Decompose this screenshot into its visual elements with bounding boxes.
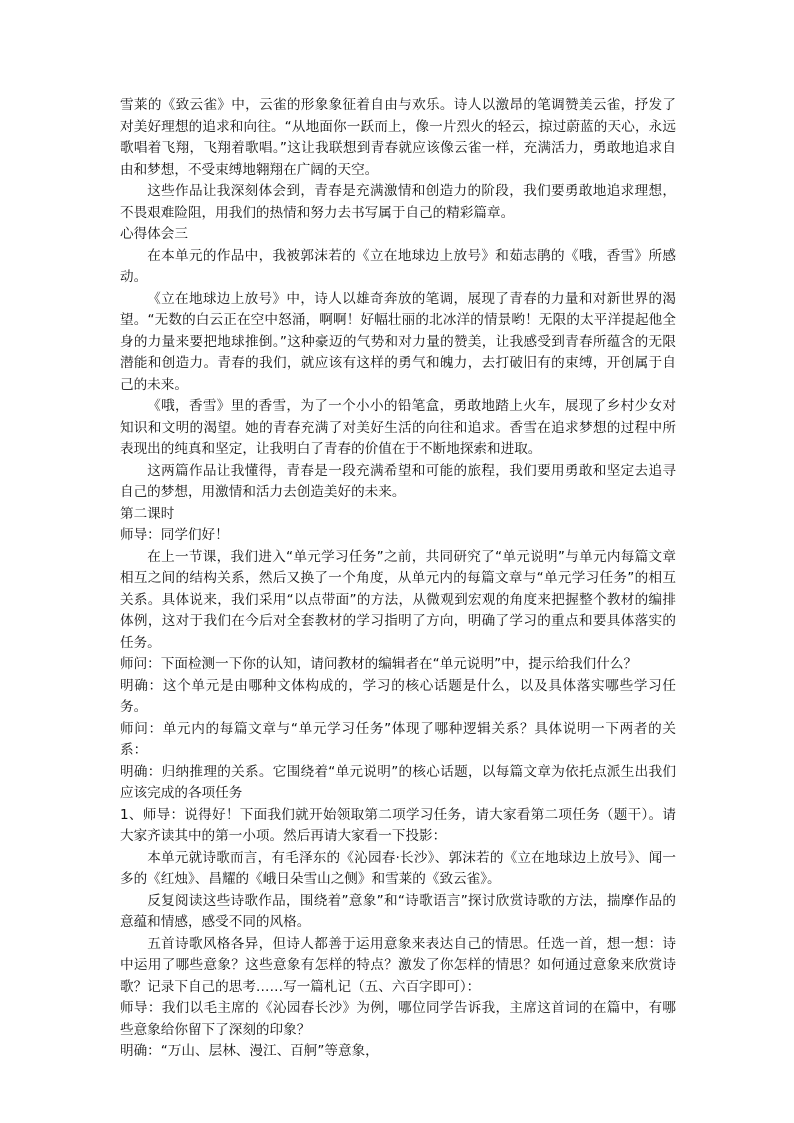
paragraph-youth-summary: 这些作品让我深刻体会到，青春是充满激情和创造力的阶段，我们要勇敢地追求理想，不畏艰难险阻，用我们的热情和努力去书写属于自己的精彩篇章。 bbox=[120, 183, 676, 221]
paragraph-imagery-task: 五首诗歌风格各异，但诗人都善于运用意象来表达自己的情思。任选一首，想一想：诗中运用了哪些意象？这些意象有怎样的特点？激发了你怎样的情思？如何通过意象来欣赏诗歌？记录下自己的思考……写一篇札记（五、六百字即可）： bbox=[120, 935, 676, 995]
dialogue-question-2: 师问：单元内的每篇文章与“单元学习任务”体现了哪种逻辑关系？具体说明一下两者的关系： bbox=[120, 720, 676, 758]
section-heading-second-lesson: 第二课时 bbox=[120, 505, 175, 522]
dialogue-question-1: 师问：下面检测一下你的认知，请问教材的编辑者在“单元说明”中，提示给我们什么？ bbox=[120, 656, 638, 672]
paragraph-lesson-review: 在上一节课，我们进入“单元学习任务”之前，共同研究了“单元说明”与单元内每篇文章相互之间的结构关系，然后又换了一个角度，从单元内的每篇文章与“单元学习任务”的相互关系。具体说来，我们采用“以点带面”的方法，从微观到宏观的角度来把握整个教材的编排体例，这对于我们在今后对全套教材的学习指明了方向，明确了学习的重点和要具体落实的任务。 bbox=[120, 548, 676, 651]
dialogue-answer-1: 明确：这个单元是由哪种文体构成的，学习的核心话题是什么，以及具体落实哪些学习任务。 bbox=[120, 677, 676, 715]
paragraph-reflection-summary: 这两篇作品让我懂得，青春是一段充满希望和可能的旅程，我们要用勇敢和坚定去追寻自己的梦想，用激情和活力去创造美好的未来。 bbox=[120, 462, 676, 500]
document-page bbox=[120, 95, 676, 1063]
paragraph-xiangxue: 《哦，香雪》里的香雪，为了一个小小的铅笔盒，勇敢地踏上火车，展现了乡村少女对知识和文明的渴望。她的青春充满了对美好生活的向往和追求。香雪在追求梦想的过程中所表现出的纯真和坚定，让我明白了青春的价值在于不断地探索和进取。 bbox=[120, 398, 676, 457]
paragraph-poem-list: 本单元就诗歌而言，有毛泽东的《沁园春·长沙》、郭沫若的《立在地球边上放号》、闻一多的《红烛》、昌耀的《峨日朵雪山之侧》和雪莱的《致云雀》。 bbox=[120, 849, 676, 887]
section-heading-reflection-three: 心得体会三 bbox=[120, 226, 188, 242]
paragraph-yunque-intro: 雪莱的《致云雀》中，云雀的形象象征着自由与欢乐。诗人以激昂的笔调赞美云雀，抒发了对美好理想的追求和向往。“从地面你一跃而上，像一片烈火的轻云，掠过蔚蓝的天心，永远歌唱着飞翔，飞翔着歌唱。”这让我联想到青春就应该像云雀一样，充满活力，勇敢地追求自由和梦想，不受束缚地翱翔在广阔的天空。 bbox=[120, 97, 676, 178]
paragraph-fanghao: 《立在地球边上放号》中，诗人以雄奇奔放的笔调，展现了青春的力量和对新世界的渴望。“无数的白云正在空中怒涌，啊啊！好幅壮丽的北冰洋的情景哟！无限的太平洋提起他全身的力量来要把地球推倒。”这种豪迈的气势和对力量的赞美，让我感受到青春所蕴含的无限潜能和创造力。青春的我们，就应该有这样的勇气和魄力，去打破旧有的束缚，开创属于自己的未来。 bbox=[120, 290, 676, 393]
dialogue-answer-3: 明确：“万山、层林、漫江、百舸”等意象， bbox=[120, 1043, 379, 1059]
dialogue-answer-2: 明确：归纳推理的关系。它围绕着“单元说明”的核心话题，以每篇文章为依托点派生出我们应该完成的各项任务 bbox=[120, 763, 676, 801]
dialogue-question-3: 师导：我们以毛主席的《沁园春长沙》为例，哪位同学告诉我，主席这首词的在篇中，有哪些意象给你留下了深刻的印象？ bbox=[120, 1000, 676, 1038]
dialogue-greeting: 师导：同学们好！ bbox=[120, 527, 229, 543]
dialogue-task-1: 1、师导：说得好！下面我们就开始领取第二项学习任务，请大家看第二项任务（题干）。请大家齐读其中的第一小项。然后再请大家看一下投影： bbox=[120, 806, 676, 844]
paragraph-reading-method: 反复阅读这些诗歌作品，围绕着”意象”和“诗歌语言”探讨欣赏诗歌的方法，揣摩作品的意蕴和情感，感受不同的风格。 bbox=[120, 892, 676, 930]
paragraph-reflection-intro: 在本单元的作品中，我被郭沫若的《立在地球边上放号》和茹志鹃的《哦，香雪》所感动。 bbox=[120, 247, 676, 285]
